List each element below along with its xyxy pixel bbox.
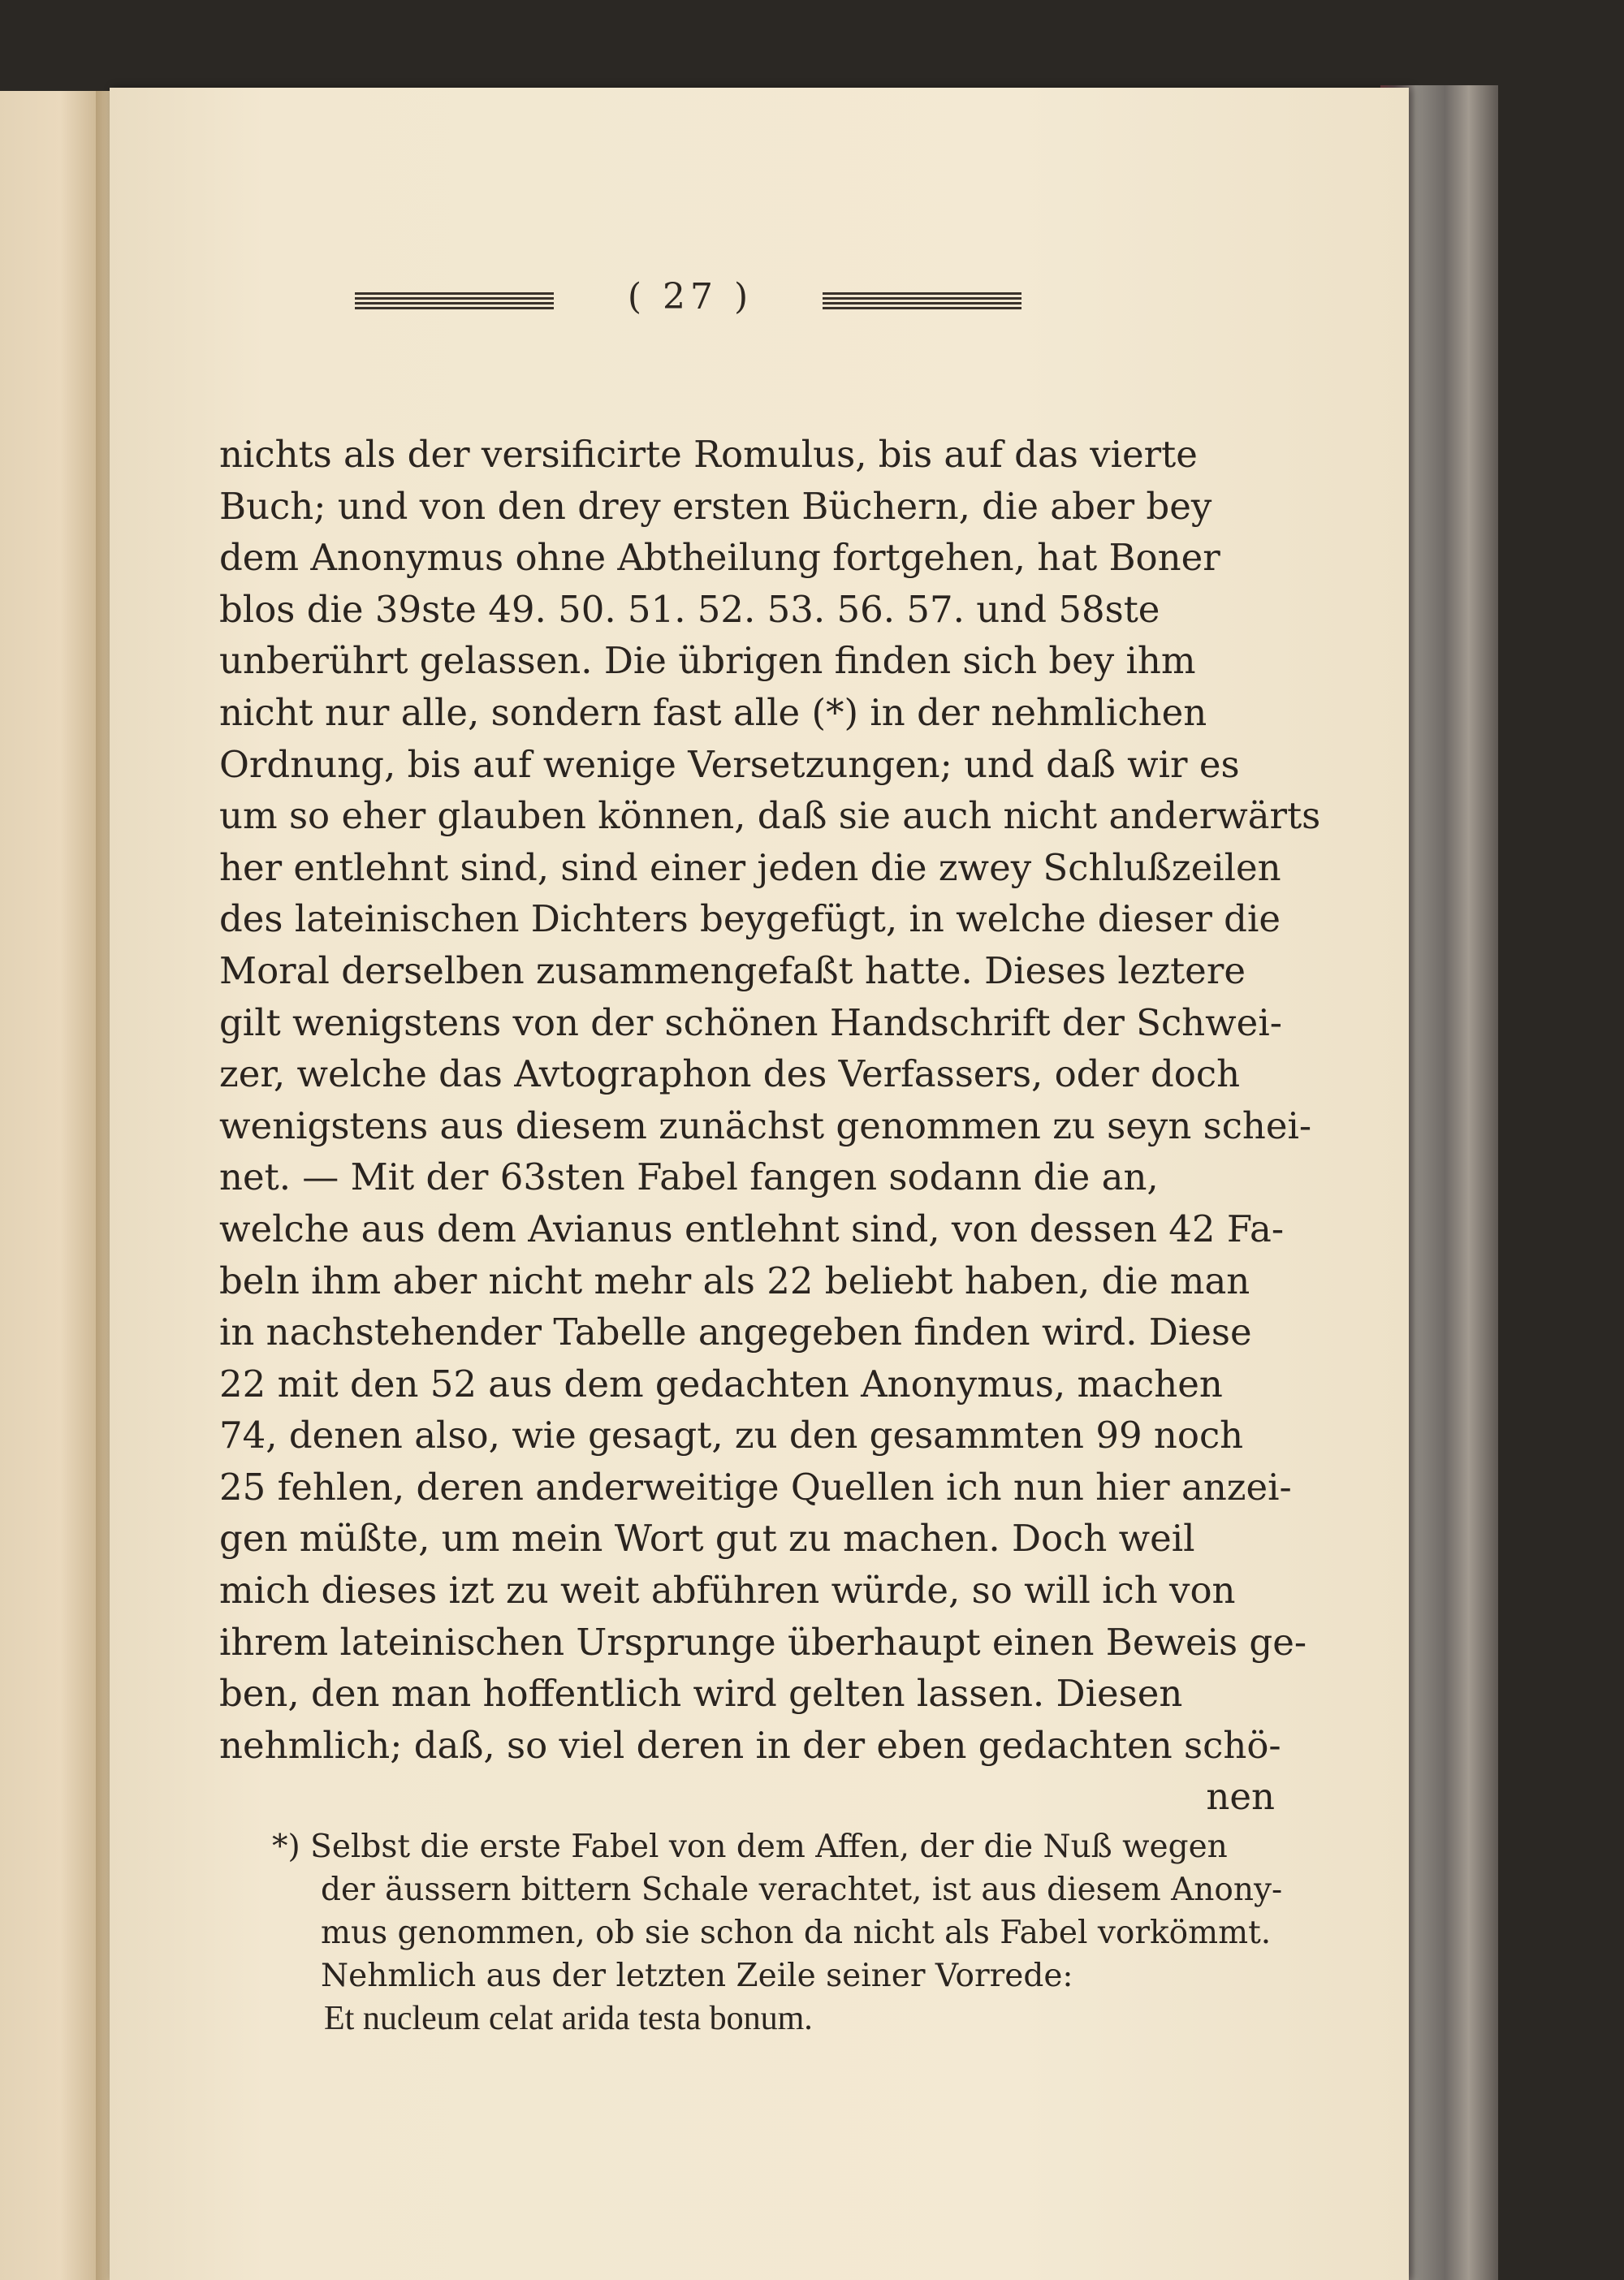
text-line: des lateinischen Dichters beygefügt, in welche dieser die xyxy=(219,897,1281,941)
header-rule-left xyxy=(355,292,554,310)
book-page xyxy=(110,88,1409,2280)
text-line: her entlehnt sind, sind einer jeden die zwey Schlußzeilen xyxy=(219,845,1281,889)
text-line: ben, den man hoffentlich wird gelten lassen. Diesen xyxy=(219,1672,1183,1716)
text-line: in nachstehender Tabelle angegeben finden wird. Diese xyxy=(219,1311,1252,1354)
text-line: blos die 39ste 49. 50. 51. 52. 53. 56. 57. und 58ste xyxy=(219,587,1160,631)
text-line: nichts als der versificirte Romulus, bis auf das vierte xyxy=(219,433,1198,476)
text-line: beln ihm aber nicht mehr als 22 beliebt haben, die man xyxy=(219,1259,1250,1302)
main-text xyxy=(219,429,1321,1823)
text-line: mich dieses izt zu weit abführen würde, so will ich von xyxy=(219,1569,1236,1613)
text-line: Ordnung, bis auf wenige Versetzungen; und daß wir es xyxy=(219,742,1240,786)
footnote xyxy=(272,1825,1283,2040)
facing-page-edge xyxy=(0,91,110,2280)
footnote-line: der äussern bittern Schale verachtet, ist aus diesem Anony- xyxy=(321,1872,1283,1908)
catchword: nen xyxy=(1206,1775,1275,1819)
footnote-line: *) Selbst die erste Fabel von dem Affen, der die Nuß wegen xyxy=(272,1829,1228,1865)
text-line: welche aus dem Avianus entlehnt sind, von dessen 42 Fa- xyxy=(219,1207,1285,1250)
text-line: gen müßte, um mein Wort gut zu machen. Doch weil xyxy=(219,1517,1195,1561)
text-line: wenigstens aus diesem zunächst genommen zu seyn schei- xyxy=(219,1103,1312,1147)
footnote-latin-quote: Et nucleum celat arida testa bonum. xyxy=(324,2000,813,2037)
header-rule-right xyxy=(823,292,1021,310)
footnote-line: Nehmlich aus der letzten Zeile seiner Vorrede: xyxy=(321,1958,1073,1994)
text-line: unberührt gelassen. Die übrigen finden sich bey ihm xyxy=(219,639,1196,683)
text-line: net. — Mit der 63sten Fabel fangen sodann die an, xyxy=(219,1155,1159,1199)
page-header xyxy=(110,276,1409,341)
text-line: 25 fehlen, deren anderweitige Quellen ich nun hier anzei- xyxy=(219,1465,1292,1509)
text-line: Moral derselben zusammengefaßt hatte. Dieses leztere xyxy=(219,948,1246,992)
text-line: nicht nur alle, sondern fast alle (*) in der nehmlichen xyxy=(219,690,1207,734)
text-line: zer, welche das Avtographon des Verfassers, oder doch xyxy=(219,1052,1241,1096)
footnote-line: mus genommen, ob sie schon da nicht als Fabel vorkömmt. xyxy=(321,1915,1272,1951)
text-line: Buch; und von den drey ersten Büchern, die aber bey xyxy=(219,484,1212,528)
page-number: ( 27 ) xyxy=(627,276,754,317)
text-line: um so eher glauben können, daß sie auch nicht anderwärts xyxy=(219,794,1321,838)
text-line: nehmlich; daß, so viel deren in der eben gedachten schö- xyxy=(219,1723,1281,1767)
text-line: gilt wenigstens von der schönen Handschrift der Schwei- xyxy=(219,1000,1282,1044)
text-line: 74, denen also, wie gesagt, zu den gesammten 99 noch xyxy=(219,1414,1244,1457)
text-line: ihrem lateinischen Ursprunge überhaupt einen Beweis ge- xyxy=(219,1620,1307,1664)
text-line: dem Anonymus ohne Abtheilung fortgehen, hat Boner xyxy=(219,536,1220,580)
text-line: 22 mit den 52 aus dem gedachten Anonymus, machen xyxy=(219,1362,1223,1406)
